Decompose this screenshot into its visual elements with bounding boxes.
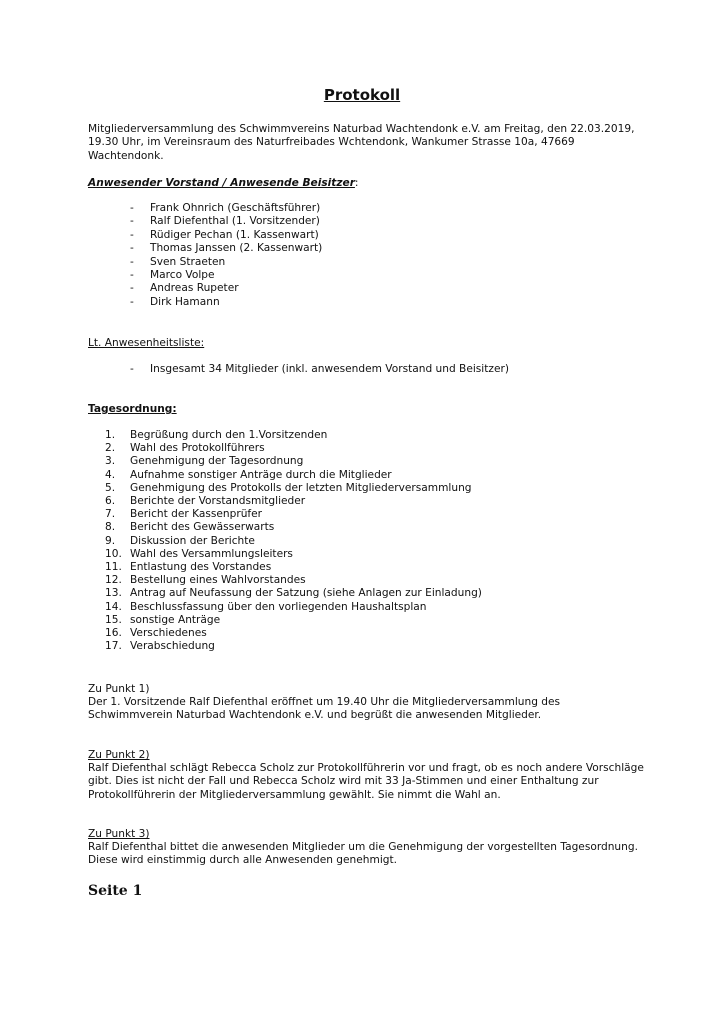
member-name: Frank Ohnrich (Geschäftsführer) [150, 202, 321, 214]
dash-bullet: - [130, 228, 134, 241]
agenda-item [105, 521, 482, 534]
agenda-text: Verschiedenes [130, 627, 207, 640]
agenda-item [105, 455, 482, 468]
list-item [130, 256, 322, 269]
member-name: Sven Straeten [150, 255, 226, 268]
board-heading-text: Anwesender Vorstand / Anwesende Beisitzer [88, 177, 355, 189]
dash-bullet: - [130, 269, 134, 282]
agenda-text: Bericht der Kassenprüfer [130, 508, 263, 521]
point-1-heading: Zu Punkt 1) [88, 683, 150, 695]
agenda-text: Verabschiedung [130, 640, 215, 653]
member-name: Dirk Hamann [150, 295, 220, 308]
member-name: Rüdiger Pechan (1. Kassenwart) [150, 228, 319, 241]
list-item [130, 242, 322, 255]
agenda-number: 14. [105, 600, 122, 613]
agenda-item [105, 614, 482, 627]
agenda-text: Aufnahme sonstiger Anträge durch die Mitglieder [130, 468, 392, 481]
point-2-text: Ralf Diefenthal schlägt Rebecca Scholz zur Protokollführerin vor und fragt, ob es noch andere Vorschläge gibt. Dies ist nicht der Fall und Rebecca Scholz wird mit 33 Ja-Stimmen und einer Enthaltung zur Protokollführerin der Mitgliederversammlung gewählt. Sie nimmt die Wahl an. [88, 762, 644, 801]
agenda-text: Genehmigung des Protokolls der letzten Mitgliederversammlung [130, 481, 472, 494]
agenda-number: 8. [105, 521, 116, 534]
agenda-text: sonstige Anträge [130, 613, 221, 626]
agenda-text: Beschlussfassung über den vorliegenden Haushaltsplan [130, 600, 427, 613]
agenda-item [105, 561, 482, 574]
agenda-item [105, 601, 482, 614]
agenda-number: 5. [105, 481, 116, 494]
agenda-text: Entlastung des Vorstandes [130, 561, 272, 574]
list-item [130, 215, 322, 228]
list-item [130, 296, 322, 309]
agenda-item [105, 482, 482, 495]
board-heading [88, 177, 648, 190]
board-member-list [130, 202, 322, 309]
agenda-number: 3. [105, 455, 116, 468]
agenda-text: Diskussion der Berichte [130, 534, 255, 547]
attendance-count: Insgesamt 34 Mitglieder (inkl. anwesendem Vorstand und Beisitzer) [150, 363, 509, 375]
agenda-number: 11. [105, 561, 122, 574]
agenda-item [105, 548, 482, 561]
agenda-number: 15. [105, 613, 122, 626]
agenda-number: 13. [105, 587, 122, 600]
list-item [130, 282, 322, 295]
agenda-item [105, 508, 482, 521]
agenda-item [105, 640, 482, 653]
dash-bullet: - [130, 255, 134, 268]
member-name: Thomas Janssen (2. Kassenwart) [150, 242, 323, 255]
dash-bullet: - [130, 202, 134, 214]
dash-bullet: - [130, 242, 134, 255]
intro-paragraph: Mitgliederversammlung des Schwimmvereins Naturbad Wachtendonk e.V. am Freitag, den 22.03.2019, 19.30 Uhr, im Vereinsraum des Naturfreibades Wchtendonk, Wankumer Strasse 10a, 47669 Wachtendonk. [88, 123, 635, 162]
agenda-item [105, 587, 482, 600]
agenda-number: 1. [105, 429, 116, 441]
agenda-list [105, 429, 482, 653]
page-number: Seite 1 [88, 883, 143, 899]
agenda-text: Bestellung eines Wahlvorstandes [130, 574, 306, 587]
point-3-heading: Zu Punkt 3) [88, 828, 150, 840]
agenda-item [105, 442, 482, 455]
agenda-item [105, 469, 482, 482]
attendance-heading: Lt. Anwesenheitsliste: [88, 337, 205, 349]
agenda-text: Wahl des Versammlungsleiters [130, 547, 293, 560]
point-1-text: Der 1. Vorsitzende Ralf Diefenthal eröffnet um 19.40 Uhr die Mitgliederversammlung des Schwimmverein Naturbad Wachtendonk e.V. und begrüßt die anwesenden Mitglieder. [88, 696, 561, 722]
agenda-number: 9. [105, 534, 116, 547]
agenda-item [105, 535, 482, 548]
board-heading-colon: : [354, 177, 359, 189]
agenda-text: Begrüßung durch den 1.Vorsitzenden [130, 429, 328, 441]
list-item [130, 229, 322, 242]
agenda-item [105, 429, 482, 442]
agenda-item [105, 574, 482, 587]
list-item [130, 363, 509, 376]
agenda-heading: Tagesordnung: [88, 403, 177, 415]
member-name: Andreas Rupeter [150, 282, 239, 295]
agenda-text: Antrag auf Neufassung der Satzung (siehe Anlagen zur Einladung) [130, 587, 482, 600]
point-2-heading: Zu Punkt 2) [88, 749, 150, 761]
agenda-text: Genehmigung der Tagesordnung [130, 455, 304, 468]
agenda-number: 6. [105, 495, 116, 508]
agenda-text: Berichte der Vorstandsmitglieder [130, 495, 306, 508]
point-3-text: Ralf Diefenthal bittet die anwesenden Mitglieder um die Genehmigung der vorgestellten Tagesordnung. Diese wird einstimmig durch alle Anwesenden genehmigt. [88, 841, 638, 867]
agenda-number: 2. [105, 442, 116, 455]
member-name: Ralf Diefenthal (1. Vorsitzender) [150, 215, 320, 228]
agenda-number: 12. [105, 574, 122, 587]
attendance-list [130, 363, 509, 376]
member-name: Marco Volpe [150, 269, 215, 282]
dash-bullet: - [130, 282, 134, 295]
page-title: Protokoll [323, 86, 401, 104]
agenda-text: Wahl des Protokollführers [130, 442, 265, 455]
agenda-text: Bericht des Gewässerwarts [130, 521, 275, 534]
agenda-number: 16. [105, 627, 122, 640]
dash-bullet: - [130, 215, 134, 228]
agenda-number: 10. [105, 547, 122, 560]
dash-bullet: - [130, 363, 134, 375]
agenda-number: 4. [105, 468, 116, 481]
list-item [130, 202, 322, 215]
agenda-number: 17. [105, 640, 122, 653]
agenda-item [105, 495, 482, 508]
list-item [130, 269, 322, 282]
agenda-number: 7. [105, 508, 116, 521]
dash-bullet: - [130, 295, 134, 308]
agenda-item [105, 627, 482, 640]
